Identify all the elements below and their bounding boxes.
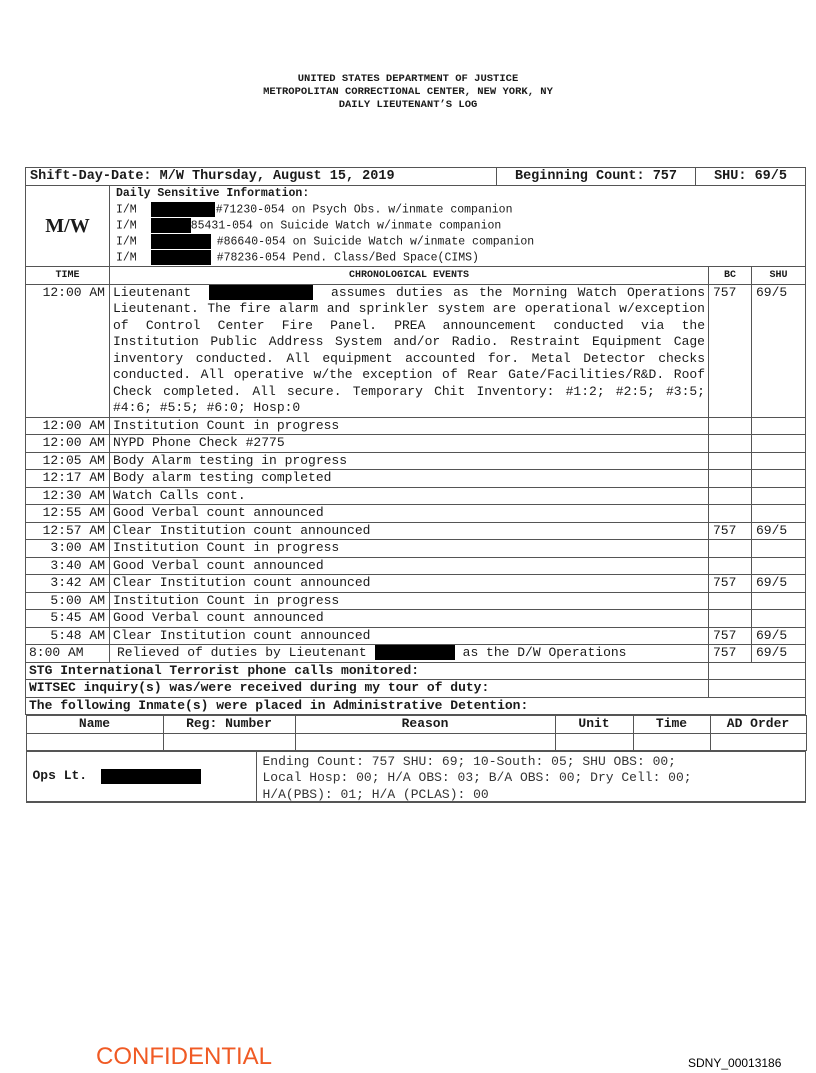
beginning-count: Beginning Count: 757 <box>497 168 696 185</box>
redaction <box>101 769 201 784</box>
entry-bc: 757 <box>709 284 752 417</box>
entry-shu <box>752 452 806 470</box>
entry-bc <box>709 435 752 453</box>
log-entry <box>26 522 806 540</box>
entry-bc <box>709 592 752 610</box>
entry-shu <box>752 487 806 505</box>
entry-shu <box>752 435 806 453</box>
sensitive-title: Daily Sensitive Information: <box>116 187 310 200</box>
entry-time: 12:00 AM <box>26 284 110 417</box>
entry-time: 12:30 AM <box>26 487 110 505</box>
entry-event: Relieved of duties by Lieutenant as the D/W Operations <box>110 645 709 663</box>
entry-shu <box>752 470 806 488</box>
ending-count-line: Ending Count: 757 SHU: 69; 10-South: 05; SHU OBS: 00; <box>262 753 676 769</box>
log-entry <box>26 505 806 523</box>
entry-bc <box>709 610 752 628</box>
entry-time: 12:05 AM <box>26 452 110 470</box>
log-entry <box>26 470 806 488</box>
entry-bc: 757 <box>709 627 752 645</box>
log-entry <box>26 592 806 610</box>
stg-row <box>26 662 806 680</box>
entry-time: 12:57 AM <box>26 522 110 540</box>
entry-event: Clear Institution count announced <box>110 575 709 593</box>
entry-event: Good Verbal count announced <box>110 610 709 628</box>
ending-count-line: Local Hosp: 00; H/A OBS: 03; B/A OBS: 00; Dry Cell: 00; <box>262 770 692 786</box>
entry-event: Good Verbal count announced <box>110 557 709 575</box>
entry-time: 12:00 AM <box>26 435 110 453</box>
log-entry <box>26 284 806 417</box>
time-header: TIME <box>26 266 110 284</box>
shift-day-date: Shift-Day-Date: M/W Thursday, August 15, 2019 <box>26 168 497 185</box>
entry-event: Institution Count in progress <box>110 540 709 558</box>
log-entry <box>26 540 806 558</box>
shift-row <box>26 168 806 186</box>
entry-event: Institution Count in progress <box>110 417 709 435</box>
ad-table <box>26 715 807 751</box>
entry-shu: 69/5 <box>752 645 806 663</box>
log-entry <box>26 435 806 453</box>
entry-event: Body alarm testing completed <box>110 470 709 488</box>
entry-bc: 757 <box>709 522 752 540</box>
entry-time: 12:17 AM <box>26 470 110 488</box>
entry-shu <box>752 592 806 610</box>
entry-shu <box>752 540 806 558</box>
shu-count: SHU: 69/5 <box>714 169 787 184</box>
entry-event: Clear Institution count announced <box>110 627 709 645</box>
entry-time: 12:55 AM <box>26 505 110 523</box>
bc-header: BC <box>709 266 752 284</box>
bates-number: SDNY_00013186 <box>688 1056 782 1070</box>
stg-line: STG International Terrorist phone calls monitored: <box>26 662 709 680</box>
ad-intro-line: The following Inmate(s) were placed in Administrative Detention: <box>26 697 806 715</box>
redaction <box>151 218 191 233</box>
redaction <box>375 645 455 660</box>
ad-reason-header: Reason <box>295 716 555 734</box>
log-table <box>25 167 806 803</box>
entry-bc <box>709 470 752 488</box>
witsec-row <box>26 680 806 698</box>
entry-shu: 69/5 <box>752 627 806 645</box>
sensitive-info-row <box>26 186 806 267</box>
events-header: CHRONOLOGICAL EVENTS <box>110 266 709 284</box>
entry-event: NYPD Phone Check #2775 <box>110 435 709 453</box>
ad-name-header: Name <box>26 716 163 734</box>
entry-event: Body Alarm testing in progress <box>110 452 709 470</box>
facility-title: METROPOLITAN CORRECTIONAL CENTER, NEW YORK, NY <box>263 86 553 98</box>
sensitive-item: I/M #71230-054 on Psych Obs. w/inmate companion <box>116 203 513 217</box>
log-entry <box>26 417 806 435</box>
ending-count <box>257 752 805 801</box>
witsec-line: WITSEC inquiry(s) was/were received during my tour of duty: <box>26 680 709 698</box>
entry-shu <box>752 505 806 523</box>
entry-bc: 757 <box>709 575 752 593</box>
entry-bc <box>709 417 752 435</box>
shift-code: M/W <box>26 186 110 267</box>
entry-time: 5:48 AM <box>26 627 110 645</box>
log-entry <box>26 487 806 505</box>
log-title: DAILY LIEUTENANT’S LOG <box>338 99 478 111</box>
entry-shu: 69/5 <box>752 522 806 540</box>
entry-shu <box>752 417 806 435</box>
sensitive-item: I/M #78236-054 Pend. Class/Bed Space(CIMS) <box>116 251 479 265</box>
entry-event: Watch Calls cont. <box>110 487 709 505</box>
entry-event: Good Verbal count announced <box>110 505 709 523</box>
ad-table-row <box>26 715 806 751</box>
log-entry <box>26 452 806 470</box>
ad-time-header: Time <box>633 716 710 734</box>
ending-count-line: H/A(PBS): 01; H/A (PCLAS): 00 <box>262 786 489 802</box>
ad-intro-row <box>26 697 806 715</box>
log-entry <box>26 645 806 663</box>
redaction <box>151 250 211 265</box>
entry-time: 8:00 AM <box>26 645 110 663</box>
entry-bc <box>709 540 752 558</box>
entry-time: 5:45 AM <box>26 610 110 628</box>
department-title: UNITED STATES DEPARTMENT OF JUSTICE <box>297 73 519 85</box>
ad-unit-header: Unit <box>555 716 633 734</box>
redaction <box>151 202 215 217</box>
redaction <box>151 234 211 249</box>
entry-shu <box>752 610 806 628</box>
ad-reg-header: Reg: Number <box>163 716 295 734</box>
entry-bc <box>709 557 752 575</box>
entry-bc <box>709 452 752 470</box>
log-entry <box>26 557 806 575</box>
entry-time: 3:42 AM <box>26 575 110 593</box>
signoff-row <box>26 751 806 803</box>
redaction <box>209 285 313 300</box>
column-headers <box>26 266 806 284</box>
entry-bc: 757 <box>709 645 752 663</box>
log-entry <box>26 610 806 628</box>
entry-bc <box>709 505 752 523</box>
entry-time: 3:40 AM <box>26 557 110 575</box>
ops-lt <box>27 752 257 801</box>
log-entry <box>26 627 806 645</box>
ops-lt-label: Ops Lt. <box>32 767 88 783</box>
entry-event: Institution Count in progress <box>110 592 709 610</box>
entry-bc <box>709 487 752 505</box>
entry-shu: 69/5 <box>752 575 806 593</box>
entry-time: 3:00 AM <box>26 540 110 558</box>
entry-shu: 69/5 <box>752 284 806 417</box>
shu-header: SHU <box>752 266 806 284</box>
ad-empty-row <box>26 733 806 750</box>
entry-time: 12:00 AM <box>26 417 110 435</box>
entry-shu <box>752 557 806 575</box>
sensitive-item: I/M #86640-054 on Suicide Watch w/inmate companion <box>116 235 535 249</box>
confidential-stamp: CONFIDENTIAL <box>96 1043 273 1070</box>
log-entry <box>26 575 806 593</box>
sensitive-item: I/M 85431-054 on Suicide Watch w/inmate companion <box>116 219 502 233</box>
entry-event: Clear Institution count announced <box>110 522 709 540</box>
entry-time: 5:00 AM <box>26 592 110 610</box>
entry-event: Lieutenant assumes duties as the Morning Watch Operations Lieutenant. The fire alarm and sprinkler system are operational w/exception of Control Center Fire Panel. PREA announcement conducted via the Institution Public Address System and/or Radio. Restraint Equipment Cage inventory conducted. All equipment accounted for. Metal Detector checks conducted. All operative w/the exception of Rear Gate/Facilities/R&D. Roof Check completed. All secure. Temporary Chit Inventory: #1:2; #2:5; #3:5; #4:6; #5:5; #6:0; Hosp:0 <box>110 284 709 417</box>
ad-order-header: AD Order <box>710 716 806 734</box>
